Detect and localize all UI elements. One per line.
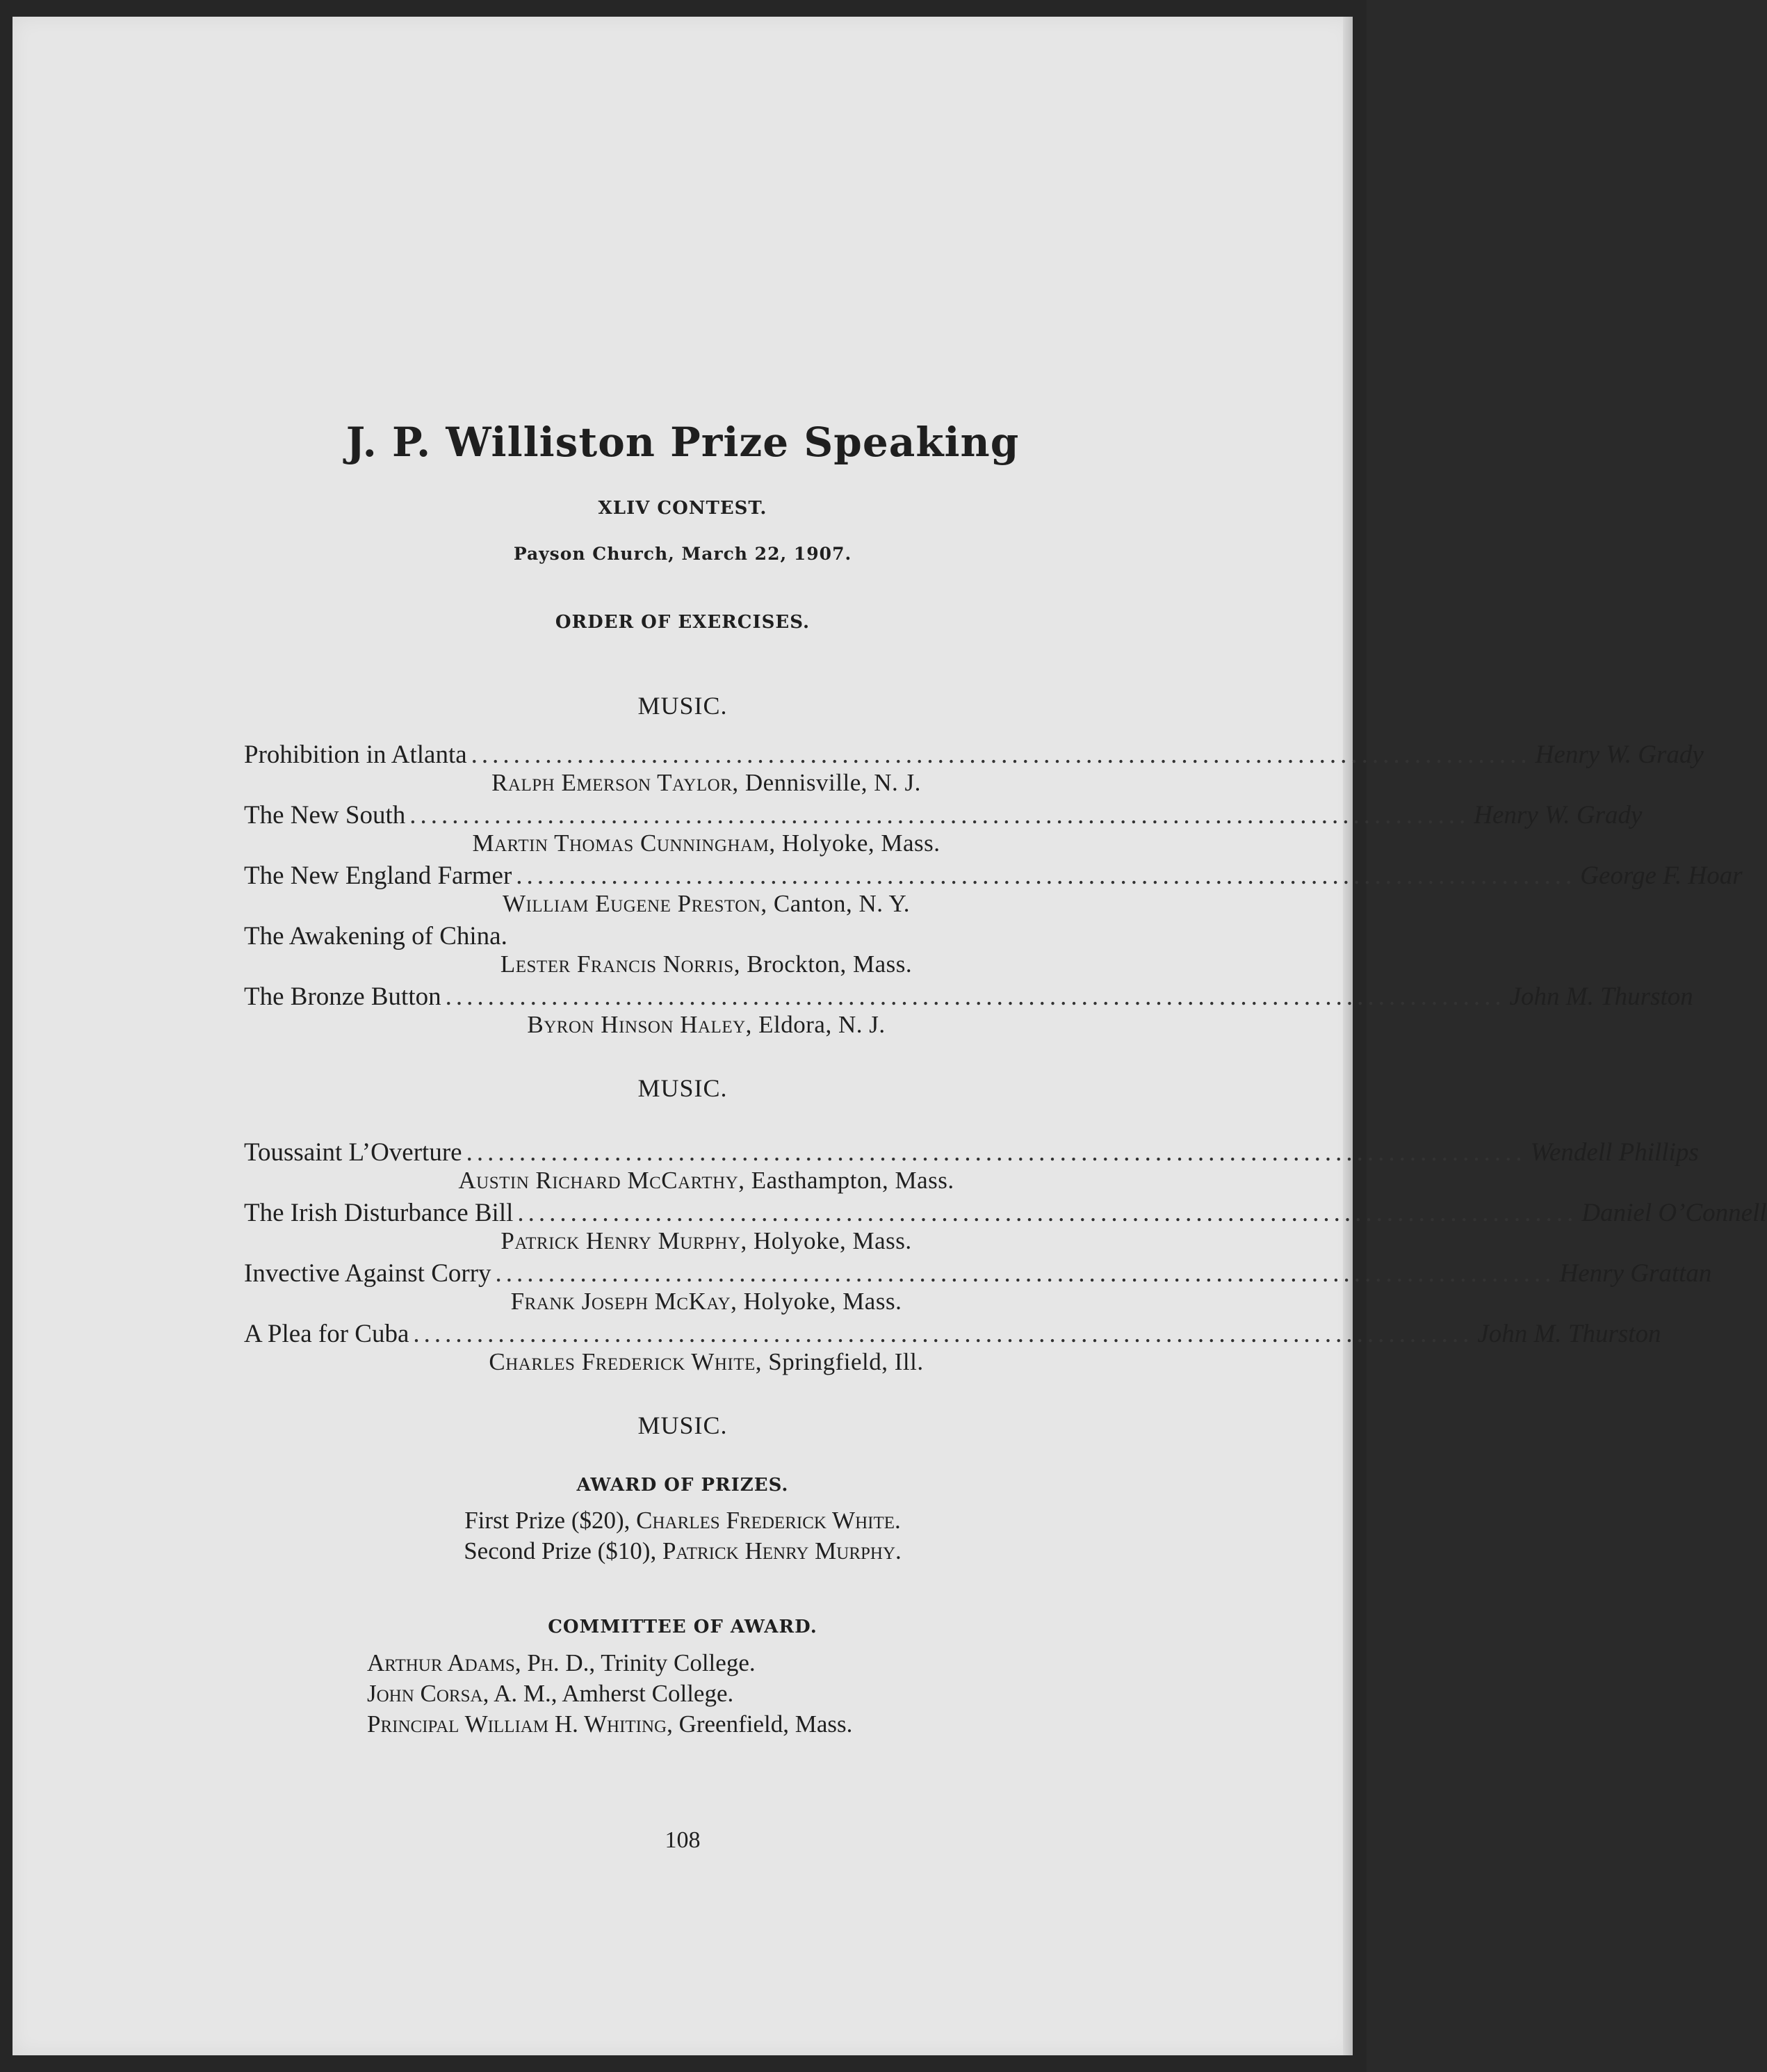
- program-entry: [244, 1198, 1767, 1229]
- speaker-line: [244, 1011, 1168, 1039]
- speaker-line: [244, 1288, 1168, 1316]
- speaker-line: [244, 829, 1168, 857]
- speaker-line: [244, 950, 1168, 978]
- committee-heading: COMMITTEE OF AWARD.: [548, 1617, 817, 1637]
- speaker-line: [244, 890, 1168, 918]
- dot-leader: ....................................................................................................: [495, 1259, 1556, 1288]
- page-title: J. P. Williston Prize Speaking: [345, 419, 1020, 466]
- speaker-place: , Eldora, N. J.: [745, 1011, 886, 1038]
- program-entry: [244, 1138, 1699, 1168]
- speech-author: John M. Thurston: [1477, 1320, 1661, 1348]
- speaker-line: [244, 1167, 1168, 1195]
- music-heading-1: MUSIC.: [637, 692, 728, 720]
- speech-author: Henry W. Grady: [1535, 740, 1704, 769]
- member-affiliation: , Greenfield, Mass.: [667, 1710, 853, 1738]
- program-entry: [244, 1258, 1712, 1289]
- dot-leader: ....................................................................................................: [413, 1320, 1474, 1348]
- speech-title: The New South: [244, 801, 406, 829]
- prize-label: First Prize ($20),: [464, 1507, 637, 1534]
- speaker-place: , Holyoke, Mass.: [769, 829, 940, 857]
- program-entry: [244, 982, 1693, 1012]
- program-entry: [244, 800, 1643, 831]
- speaker-line: [244, 1348, 1168, 1376]
- speaker-place: , Brockton, Mass.: [733, 950, 913, 978]
- dot-leader: ....................................................................................................: [471, 740, 1531, 769]
- speech-title: The New England Farmer: [244, 861, 512, 890]
- document-page: [13, 17, 1767, 2055]
- page-number: 108: [665, 1827, 701, 1853]
- program-entry: [244, 740, 1704, 770]
- speaker-name: Byron Hinson Haley: [527, 1011, 746, 1038]
- member-affiliation: , Amherst College.: [551, 1680, 734, 1707]
- speaker-name: William Eugene Preston: [503, 890, 761, 917]
- prize-winner: Charles Frederick White.: [636, 1507, 901, 1534]
- speaker-name: Frank Joseph McKay: [510, 1288, 731, 1315]
- dot-leader: ....................................................................................................: [445, 982, 1506, 1011]
- speaker-line: [244, 769, 1168, 797]
- member-affiliation: , Trinity College.: [589, 1649, 756, 1676]
- speaker-name: Lester Francis Norris: [500, 950, 734, 978]
- speech-title: Toussaint L’Overture: [244, 1138, 462, 1167]
- order-heading: ORDER OF EXERCISES.: [555, 612, 811, 633]
- prize-line: [13, 1507, 1353, 1535]
- speaker-place: , Easthampton, Mass.: [738, 1167, 954, 1194]
- program-entry: [244, 861, 1743, 891]
- dot-leader: ....................................................................................................: [409, 801, 1470, 829]
- music-heading-3: MUSIC.: [637, 1411, 728, 1439]
- speaker-name: Ralph Emerson Taylor: [491, 769, 733, 796]
- speaker-place: , Holyoke, Mass.: [731, 1288, 902, 1315]
- speech-title: A Plea for Cuba: [244, 1320, 409, 1348]
- speech-author: Henry Grattan: [1559, 1259, 1712, 1288]
- program-entry: [244, 1319, 1661, 1350]
- speaker-name: Charles Frederick White: [489, 1348, 756, 1375]
- venue-line: Payson Church, March 22, 1907.: [513, 544, 852, 564]
- music-heading-2: MUSIC.: [637, 1074, 728, 1102]
- speaker-name: Austin Richard McCarthy: [458, 1167, 739, 1194]
- speaker-place: , Canton, N. Y.: [760, 890, 910, 917]
- dot-leader: ....................................................................................................: [517, 1199, 1578, 1227]
- member-name: John Corsa, A. M.: [367, 1680, 551, 1707]
- speech-author: George F. Hoar: [1580, 861, 1743, 890]
- awards-heading: AWARD OF PRIZES.: [576, 1475, 789, 1496]
- committee-member: [367, 1680, 1062, 1708]
- speech-title: The Awakening of China.: [244, 922, 507, 950]
- member-name: Principal William H. Whiting: [367, 1710, 667, 1738]
- speech-title: Prohibition in Atlanta: [244, 740, 467, 769]
- prize-winner: Patrick Henry Murphy.: [662, 1537, 902, 1564]
- speech-title: The Bronze Button: [244, 982, 441, 1011]
- speaker-place: , Dennisville, N. J.: [732, 769, 921, 796]
- prize-label: Second Prize ($10),: [464, 1537, 662, 1564]
- speaker-place: , Holyoke, Mass.: [740, 1227, 912, 1254]
- speech-title: The Irish Disturbance Bill: [244, 1199, 514, 1227]
- contest-heading: XLIV CONTEST.: [598, 498, 767, 519]
- dot-leader: ....................................................................................................: [516, 861, 1577, 890]
- speech-title: Invective Against Corry: [244, 1259, 491, 1288]
- speech-author: Henry W. Grady: [1474, 801, 1643, 829]
- speaker-name: Patrick Henry Murphy: [500, 1227, 741, 1254]
- page-content: [13, 17, 1767, 2055]
- speaker-line: [244, 1227, 1168, 1255]
- speech-author: Daniel O’Connell: [1581, 1199, 1767, 1227]
- committee-member: [367, 1710, 1062, 1738]
- dot-leader: ....................................................................................................: [466, 1138, 1526, 1167]
- member-name: Arthur Adams, Ph. D.: [367, 1649, 589, 1676]
- prize-line: [13, 1537, 1353, 1565]
- program-entry: [244, 921, 1168, 952]
- speaker-name: Martin Thomas Cunningham: [472, 829, 770, 857]
- speaker-place: , Springfield, Ill.: [755, 1348, 924, 1375]
- committee-member: [367, 1649, 1062, 1677]
- speech-author: Wendell Phillips: [1530, 1138, 1699, 1167]
- speech-author: John M. Thurston: [1509, 982, 1693, 1011]
